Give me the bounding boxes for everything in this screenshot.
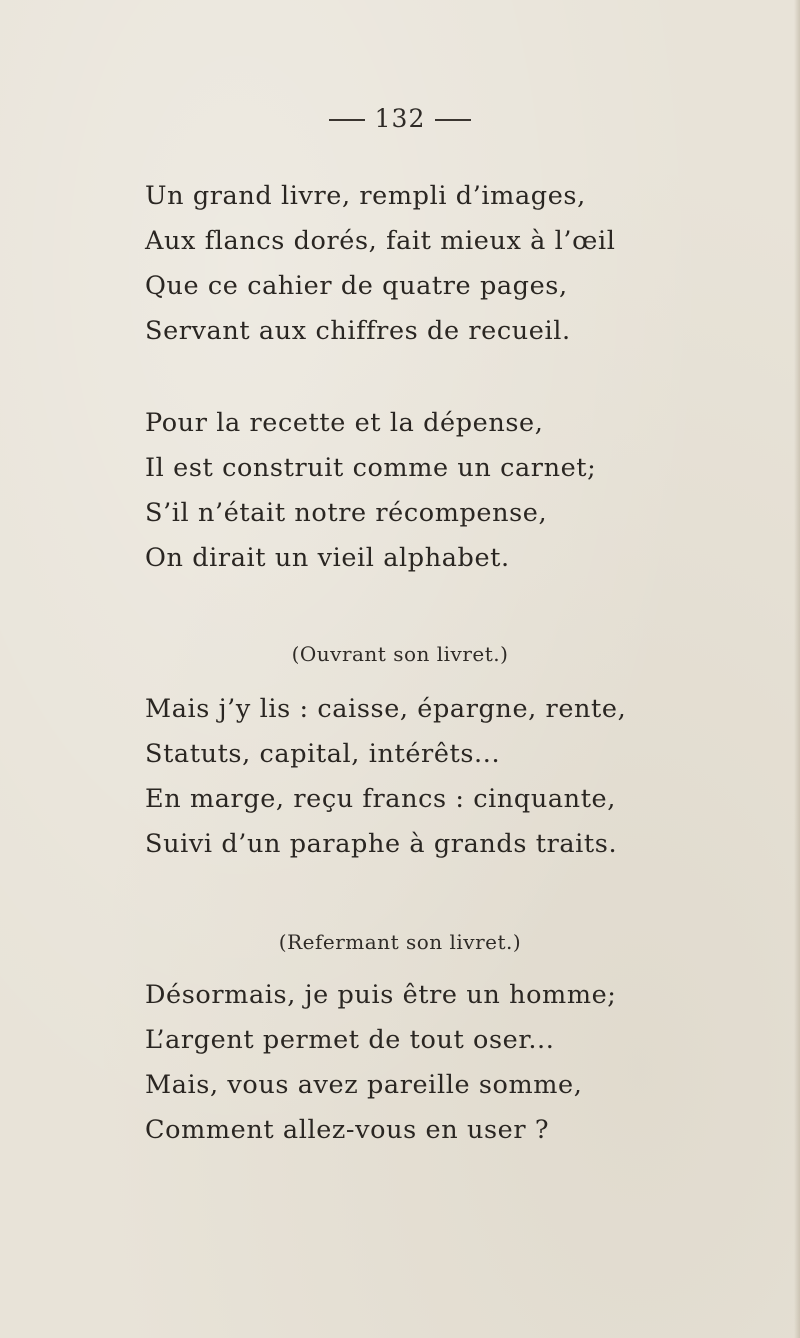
stage-direction: (Refermant son livret.)	[278, 930, 522, 954]
page-number	[0, 104, 800, 133]
verse-line: Servant aux chiffres de recueil.	[145, 316, 571, 346]
page-number-value: 132	[374, 104, 426, 133]
verse-line: Un grand livre, rempli d’images,	[145, 181, 586, 211]
verse-line: Statuts, capital, intérêts...	[145, 739, 501, 769]
page-number-dash-left	[329, 119, 365, 121]
verse-line: On dirait un vieil alphabet.	[145, 543, 510, 573]
verse-line: S’il n’était notre récompense,	[145, 498, 548, 528]
verse-line: Aux flancs dorés, fait mieux à l’œil	[145, 226, 616, 256]
verse-line: Il est construit comme un carnet;	[145, 453, 597, 483]
page-number-dash-right	[435, 119, 471, 121]
verse-line: Mais j’y lis : caisse, épargne, rente,	[145, 694, 627, 724]
verse-line: Pour la recette et la dépense,	[145, 408, 544, 438]
verse-line: Désormais, je puis être un homme;	[145, 980, 617, 1010]
verse-line: En marge, reçu francs : cinquante,	[145, 784, 616, 814]
verse-line: Mais, vous avez pareille somme,	[145, 1070, 583, 1100]
verse-line: Suivi d’un paraphe à grands traits.	[145, 829, 618, 859]
page-edge	[794, 0, 800, 1338]
verse-line: L’argent permet de tout oser...	[145, 1025, 555, 1055]
verse-line: Comment allez-vous en user ?	[145, 1115, 550, 1145]
stage-direction: (Ouvrant son livret.)	[291, 642, 509, 666]
verse-line: Que ce cahier de quatre pages,	[145, 271, 568, 301]
